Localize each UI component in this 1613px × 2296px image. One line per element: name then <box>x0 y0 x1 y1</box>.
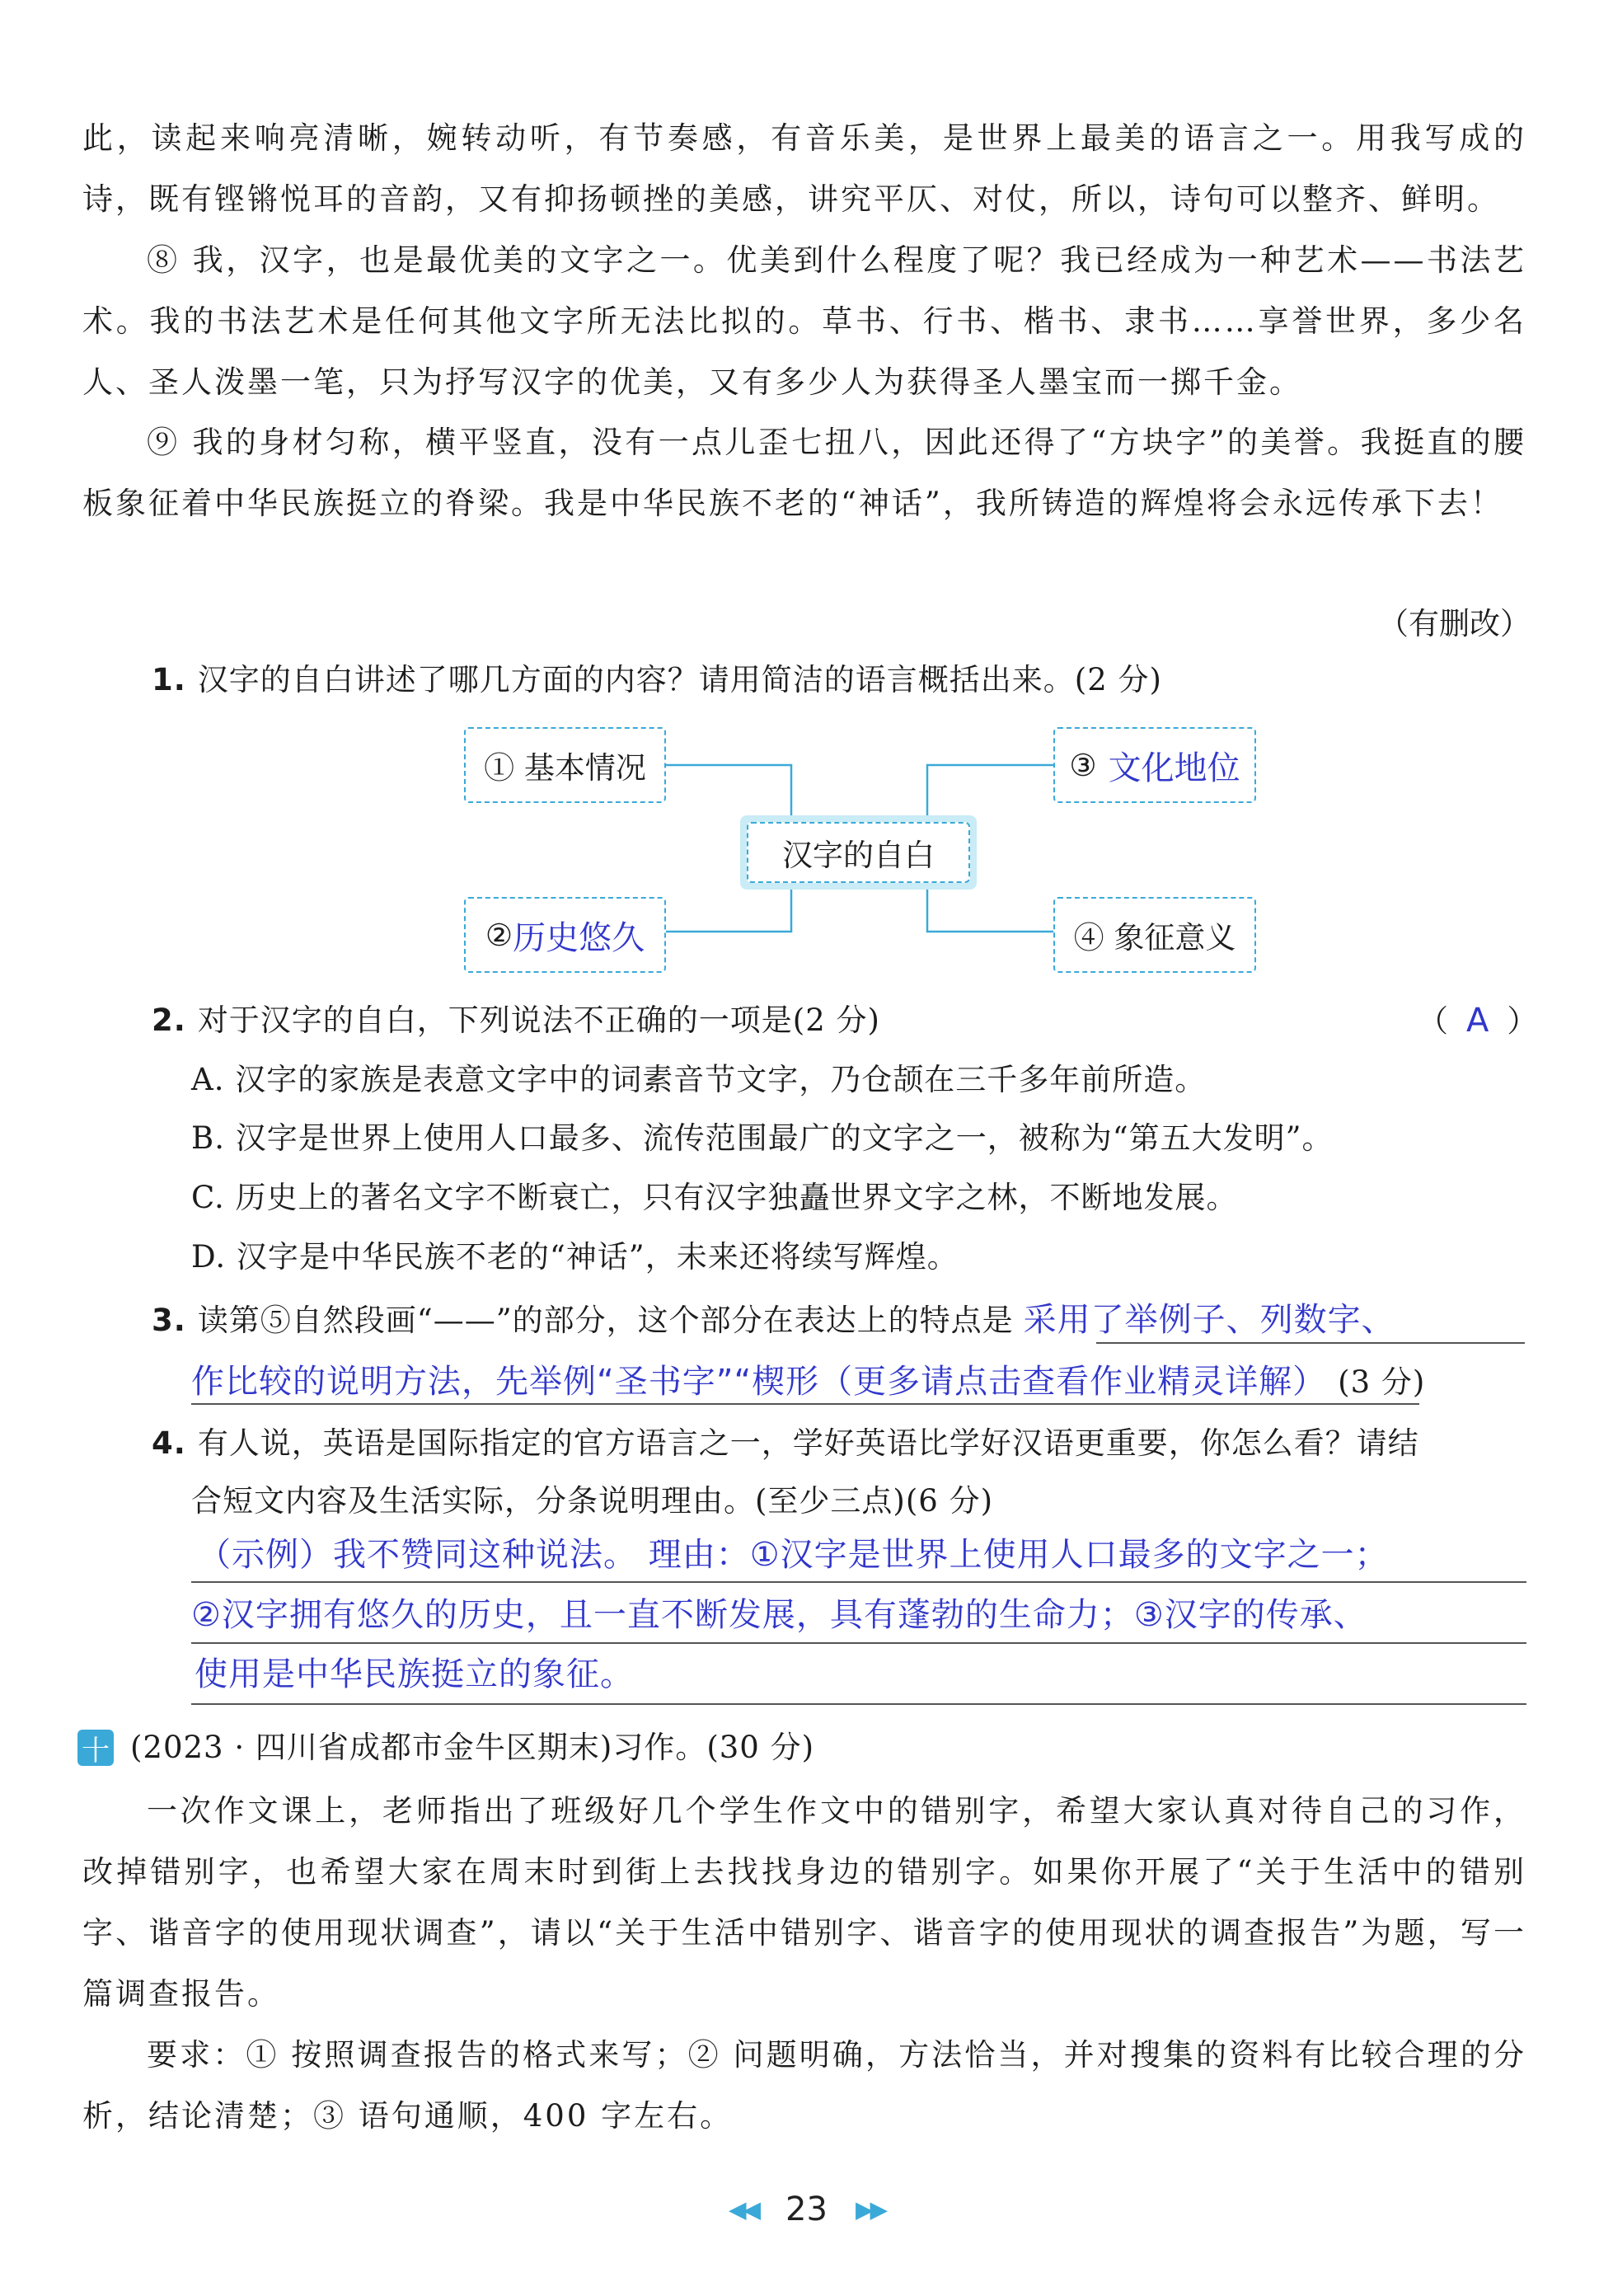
section-10-intro: 一次作文课上，老师指出了班级好几个学生作文中的错别字，希望大家认真对待自己的习作，改掉错别字，也希望大家在周末时到街上去找找身边的错别字。如果你开展了“关于生活中的错别字、谐音字的使用现状调查”，请以“关于生活中错别字、谐音字的使用现状的调查报告”为题，写一篇调查报告。 <box>82 1793 1526 2012</box>
question-text: 汉字的自白讲述了哪几方面的内容？请用简洁的语言概括出来。(2 分) <box>197 662 1162 697</box>
q4-answer-line-2 <box>191 1589 1367 1641</box>
question-text: 对于汉字的自白，下列说法不正确的一项是(2 分) <box>197 1002 880 1038</box>
answer-underline <box>191 1703 1526 1705</box>
handwritten-answer: 历史悠久 <box>513 918 645 957</box>
q2-answer-paren <box>1418 995 1537 1047</box>
question-number: 1. <box>152 662 186 697</box>
handwritten-answer: 采用了举例子、列数字、 <box>1023 1301 1395 1339</box>
q4-answer-line-3 <box>195 1649 634 1701</box>
answer-underline <box>191 1403 1419 1405</box>
question-text: 读第⑤自然段画“——”的部分，这个部分在表达上的特点是 <box>197 1303 1014 1338</box>
mind-map-box-history <box>464 897 666 973</box>
question-4 <box>152 1418 1419 1469</box>
answer-underline <box>191 1642 1526 1644</box>
mind-map-box-basic-info: ① 基本情况 <box>464 727 666 803</box>
mind-map-box-symbolic-meaning: ④ 象征意义 <box>1053 897 1256 973</box>
question-score: (3 分) <box>1338 1364 1426 1400</box>
question-4-cont: 合短文内容及生活实际，分条说明理由。(至少三点)(6 分) <box>191 1483 994 1519</box>
question-text: 有人说，英语是国际指定的官方语言之一，学好英语比学好汉语更重要，你怎么看？请结 <box>197 1425 1419 1461</box>
passage-para7-cont: 此，读起来响亮清晰，婉转动听，有节奏感，有音乐美，是世界上最美的语言之一。用我写成的诗，既有铿锵悦耳的音韵，又有抑扬顿挫的美感，讲究平仄、对仗，所以，诗句可以整齐、鲜明。 <box>82 120 1526 217</box>
question-number: 4. <box>152 1425 186 1461</box>
next-page-arrows-icon: ▶▶ <box>855 2195 885 2223</box>
paren-open: （ <box>1418 1003 1448 1039</box>
answer-underline <box>1096 1342 1525 1344</box>
option-b: B. 汉字是世界上使用人口最多、流传范围最广的文字之一，被称为“第五大发明”。 <box>191 1120 1334 1156</box>
mind-map-box-cultural-status <box>1053 727 1256 803</box>
handwritten-answer: 作比较的说明方法，先举例“圣书字”“楔形（更多请点击查看作业精灵详解） <box>191 1363 1327 1401</box>
handwritten-answer: ②汉字拥有悠久的历史，且一直不断发展，具有蓬勃的生命力；③汉字的传承、 <box>191 1596 1367 1634</box>
box-number: ③ <box>1069 747 1097 783</box>
q4-answer-line-1 <box>198 1529 1389 1581</box>
handwritten-answer: A <box>1466 1002 1489 1040</box>
page-number: 23 <box>785 2190 828 2228</box>
question-number: 2. <box>152 1002 186 1038</box>
source-note: （有删改） <box>1378 606 1531 641</box>
section-10-title: (2023 · 四川省成都市金牛区期末)习作。(30 分) <box>130 1730 815 1765</box>
handwritten-answer: 使用是中华民族挺立的象征。 <box>195 1655 634 1693</box>
question-3-answer-cont <box>191 1356 1425 1408</box>
question-2 <box>152 995 880 1046</box>
page-footer <box>0 2189 1613 2228</box>
passage-para9: ⑨ 我的身材匀称，横平竖直，没有一点儿歪七扭八，因此还得了“方块字”的美誉。我挺直的腰板象征着中华民族挺立的脊梁。我是中华民族不老的“神话”，我所铸造的辉煌将会永远传承下去！ <box>82 425 1526 521</box>
box-number: ② <box>485 917 513 953</box>
option-a: A. 汉字的家族是表意文字中的词素音节文字，乃仓颉在三千多年前所造。 <box>191 1062 1207 1097</box>
section-10-requirements: 要求：① 按照调查报告的格式来写；② 问题明确，方法恰当，并对搜集的资料有比较合理的分析，结论清楚；③ 语句通顺，400 字左右。 <box>82 2037 1526 2134</box>
passage-para8: ⑧ 我，汉字，也是最优美的文字之一。优美到什么程度了呢？我已经成为一种艺术——书法艺术。我的书法艺术是任何其他文字所无法比拟的。草书、行书、楷书、隶书……享誉世界，多少名人、圣人泼墨一笔，只为抒写汉字的优美，又有多少人为获得圣人墨宝而一掷千金。 <box>82 242 1526 400</box>
question-3 <box>152 1294 1395 1346</box>
question-number: 3. <box>152 1303 186 1338</box>
handwritten-answer: （示例）我不赞同这种说法。 理由：①汉字是世界上使用人口最多的文字之一； <box>198 1536 1389 1574</box>
handwritten-answer: 文化地位 <box>1108 749 1240 787</box>
mind-map-center-label: 汉字的自白 <box>747 822 970 883</box>
paren-close: ） <box>1507 1003 1538 1039</box>
option-c: C. 历史上的著名文字不断衰亡，只有汉字独矗世界文字之林，不断地发展。 <box>191 1180 1238 1215</box>
section-badge: 十 <box>77 1730 114 1766</box>
prev-page-arrows-icon: ◀◀ <box>728 2195 758 2223</box>
answer-underline <box>191 1581 1526 1583</box>
option-d: D. 汉字是中华民族不老的“神话”，未来还将续写辉煌。 <box>191 1239 959 1275</box>
mind-map-center <box>740 815 977 890</box>
